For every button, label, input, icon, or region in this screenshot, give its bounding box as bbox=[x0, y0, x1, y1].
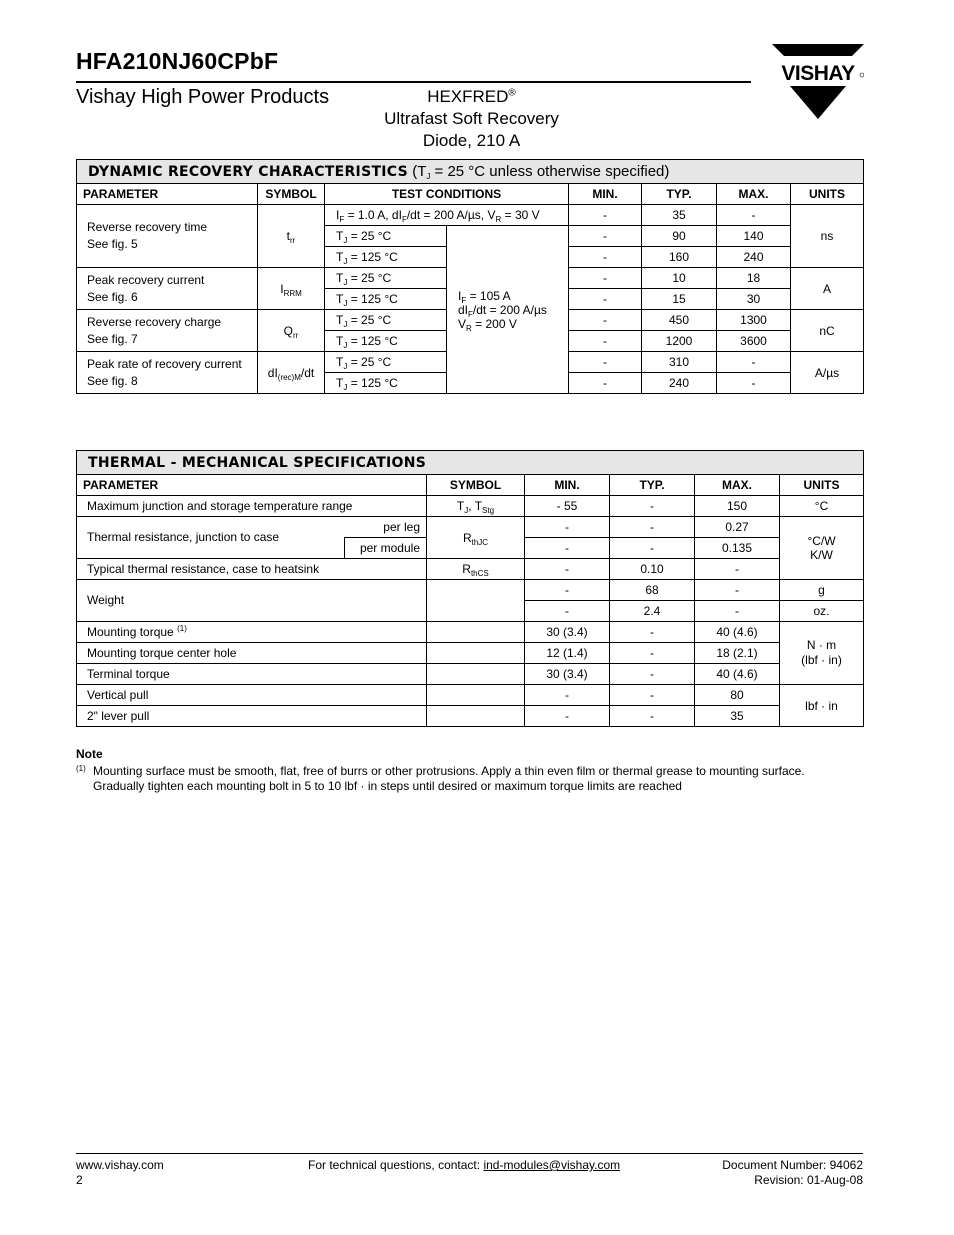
test-condition: $I_F = 1.0$ A, $dI_F/dt = 200$ A/µs, $V_R = 30$ V bbox=[325, 205, 569, 226]
unit-cell: N · m (lbf · in) bbox=[780, 622, 864, 685]
dynamic-recovery-table bbox=[76, 159, 864, 394]
unit-cell: A bbox=[791, 268, 864, 310]
footer-left bbox=[76, 1158, 164, 1188]
thermal-header-row: PARAMETER SYMBOL MIN. TYP. MAX. UNITS bbox=[77, 475, 864, 496]
param-cell: Reverse recovery charge See fig. 7 bbox=[77, 310, 258, 352]
tj-condition: $T_J = 125$ °C bbox=[325, 289, 447, 310]
document-number: Document Number: 94062 bbox=[722, 1158, 863, 1172]
product-title bbox=[340, 86, 603, 152]
note-text: Mounting surface must be smooth, flat, free of burrs or other protrusions. Apply a thin even film or thermal grease to mounting surface. Gradually tighten each mounting bolt in 5 to 10 lbf · in steps until desired or maximum torque limits are reached bbox=[93, 764, 805, 793]
header-rule bbox=[76, 81, 751, 83]
division-name: Vishay High Power Products bbox=[76, 86, 330, 108]
table-row: $T_J = 125$ °C - 160 240 bbox=[77, 247, 864, 268]
tj-condition: $T_J = 25$ °C bbox=[325, 226, 447, 247]
table-row: Vertical pull - - 80 lbf · in bbox=[77, 685, 864, 706]
table-row: Weight - 68 - g bbox=[77, 580, 864, 601]
logo-text: VISHAY bbox=[781, 62, 855, 85]
symbol-cell: $Q_{rr}$ bbox=[258, 310, 325, 352]
param-cell: Reverse recovery time See fig. 5 bbox=[77, 205, 258, 268]
table-row: Peak rate of recovery current See fig. 8 $dI_{(rec)M}/dt$ $T_J = 25$ °C - 310 - A/µs bbox=[77, 352, 864, 373]
vishay-logo bbox=[772, 44, 864, 120]
unit-cell: A/µs bbox=[791, 352, 864, 394]
dynamic-table-title: DYNAMIC RECOVERY CHARACTERISTICS ($T_J = 25$ °C unless otherwise specified) bbox=[77, 160, 864, 184]
table-row: $T_J = 125$ °C - 240 - bbox=[77, 373, 864, 394]
table-row: $T_J = 125$ °C - 1200 3600 bbox=[77, 331, 864, 352]
product-line-3: Diode, 210 A bbox=[422, 131, 521, 150]
table-row: Mounting torque $^{(1)}$ 30 (3.4) - 40 (4.6) N · m (lbf · in) bbox=[77, 622, 864, 643]
thermal-mechanical-table bbox=[76, 450, 864, 727]
registered-mark: ® bbox=[508, 87, 516, 99]
unit-cell: ns bbox=[791, 205, 864, 268]
symbol-cell: $t_{rr}$ bbox=[258, 205, 325, 268]
table-row: Maximum junction and storage temperature range $T_J$, $T_{Stg}$ - 55 - 150 °C bbox=[77, 496, 864, 517]
tj-condition: $T_J = 125$ °C bbox=[325, 373, 447, 394]
page-number: 2 bbox=[76, 1173, 83, 1187]
param-cell: Peak rate of recovery current See fig. 8 bbox=[77, 352, 258, 394]
footer-right bbox=[640, 1158, 863, 1188]
table-row: $T_J = 25$ °C $I_F = 105$ A $dI_F/dt = 200$ A/µs $V_R = 200$ V - 90 140 bbox=[77, 226, 864, 247]
unit-cell: nC bbox=[791, 310, 864, 352]
note-marker: (1) bbox=[76, 764, 86, 773]
unit-cell: lbf · in bbox=[780, 685, 864, 727]
tj-condition: $T_J = 25$ °C bbox=[325, 352, 447, 373]
tj-condition: $T_J = 125$ °C bbox=[325, 247, 447, 268]
table-row: Reverse recovery charge See fig. 7 $Q_{rr}$ $T_J = 25$ °C - 450 1300 nC bbox=[77, 310, 864, 331]
table-row: Thermal resistance, junction to case per leg $R_{thJC}$ - - 0.27 °C/W K/W bbox=[77, 517, 864, 538]
dynamic-header-row: PARAMETER SYMBOL TEST CONDITIONS MIN. TYP. MAX. UNITS bbox=[77, 184, 864, 205]
symbol-cell: $T_J$, $T_{Stg}$ bbox=[427, 496, 525, 517]
symbol-cell: $R_{thJC}$ bbox=[427, 517, 525, 559]
symbol-cell: $dI_{(rec)M}/dt$ bbox=[258, 352, 325, 394]
table-row: 2" lever pull - - 35 bbox=[77, 706, 864, 727]
symbol-cell: $I_{RRM}$ bbox=[258, 268, 325, 310]
table-row: - 2.4 - oz. bbox=[77, 601, 864, 622]
table-row: $T_J = 125$ °C - 15 30 bbox=[77, 289, 864, 310]
revision: Revision: 01-Aug-08 bbox=[754, 1173, 863, 1187]
footer-contact: For technical questions, contact: ind-modules@vishay.com bbox=[308, 1158, 621, 1172]
contact-email-link[interactable]: ind-modules@vishay.com bbox=[483, 1158, 621, 1172]
product-line-2: Ultrafast Soft Recovery bbox=[384, 109, 559, 128]
table-row: Terminal torque 30 (3.4) - 40 (4.6) bbox=[77, 664, 864, 685]
table-row: Reverse recovery time See fig. 5 $t_{rr}$ $I_F = 1.0$ A, $dI_F/dt = 200$ A/µs, $V_R = 30$ V - 35 - ns bbox=[77, 205, 864, 226]
footer-rule bbox=[76, 1153, 863, 1154]
tj-condition: $T_J = 25$ °C bbox=[325, 268, 447, 289]
table-row: Typical thermal resistance, case to heatsink $R_{thCS}$ - 0.10 - bbox=[77, 559, 864, 580]
note-title: Note bbox=[76, 747, 103, 761]
common-conditions: $I_F = 105$ A $dI_F/dt = 200$ A/µs $V_R = 200$ V bbox=[447, 226, 569, 394]
table-row: per module - - 0.135 bbox=[77, 538, 864, 559]
footnote-ref: (1) bbox=[177, 623, 187, 633]
symbol-cell: $R_{thCS}$ bbox=[427, 559, 525, 580]
table-row: Peak recovery current See fig. 6 $I_{RRM}$ $T_J = 25$ °C - 10 18 A bbox=[77, 268, 864, 289]
tj-condition: $T_J = 125$ °C bbox=[325, 331, 447, 352]
part-number: HFA210NJ60CPbF bbox=[76, 48, 279, 74]
thermal-table-title: THERMAL - MECHANICAL SPECIFICATIONS bbox=[77, 451, 864, 475]
product-line-1: HEXFRED bbox=[427, 87, 509, 106]
unit-cell: °C/W K/W bbox=[780, 517, 864, 580]
param-cell: Peak recovery current See fig. 6 bbox=[77, 268, 258, 310]
website-link[interactable]: www.vishay.com bbox=[76, 1158, 164, 1172]
table-row: Mounting torque center hole 12 (1.4) - 18 (2.1) bbox=[77, 643, 864, 664]
tj-condition: $T_J = 25$ °C bbox=[325, 310, 447, 331]
